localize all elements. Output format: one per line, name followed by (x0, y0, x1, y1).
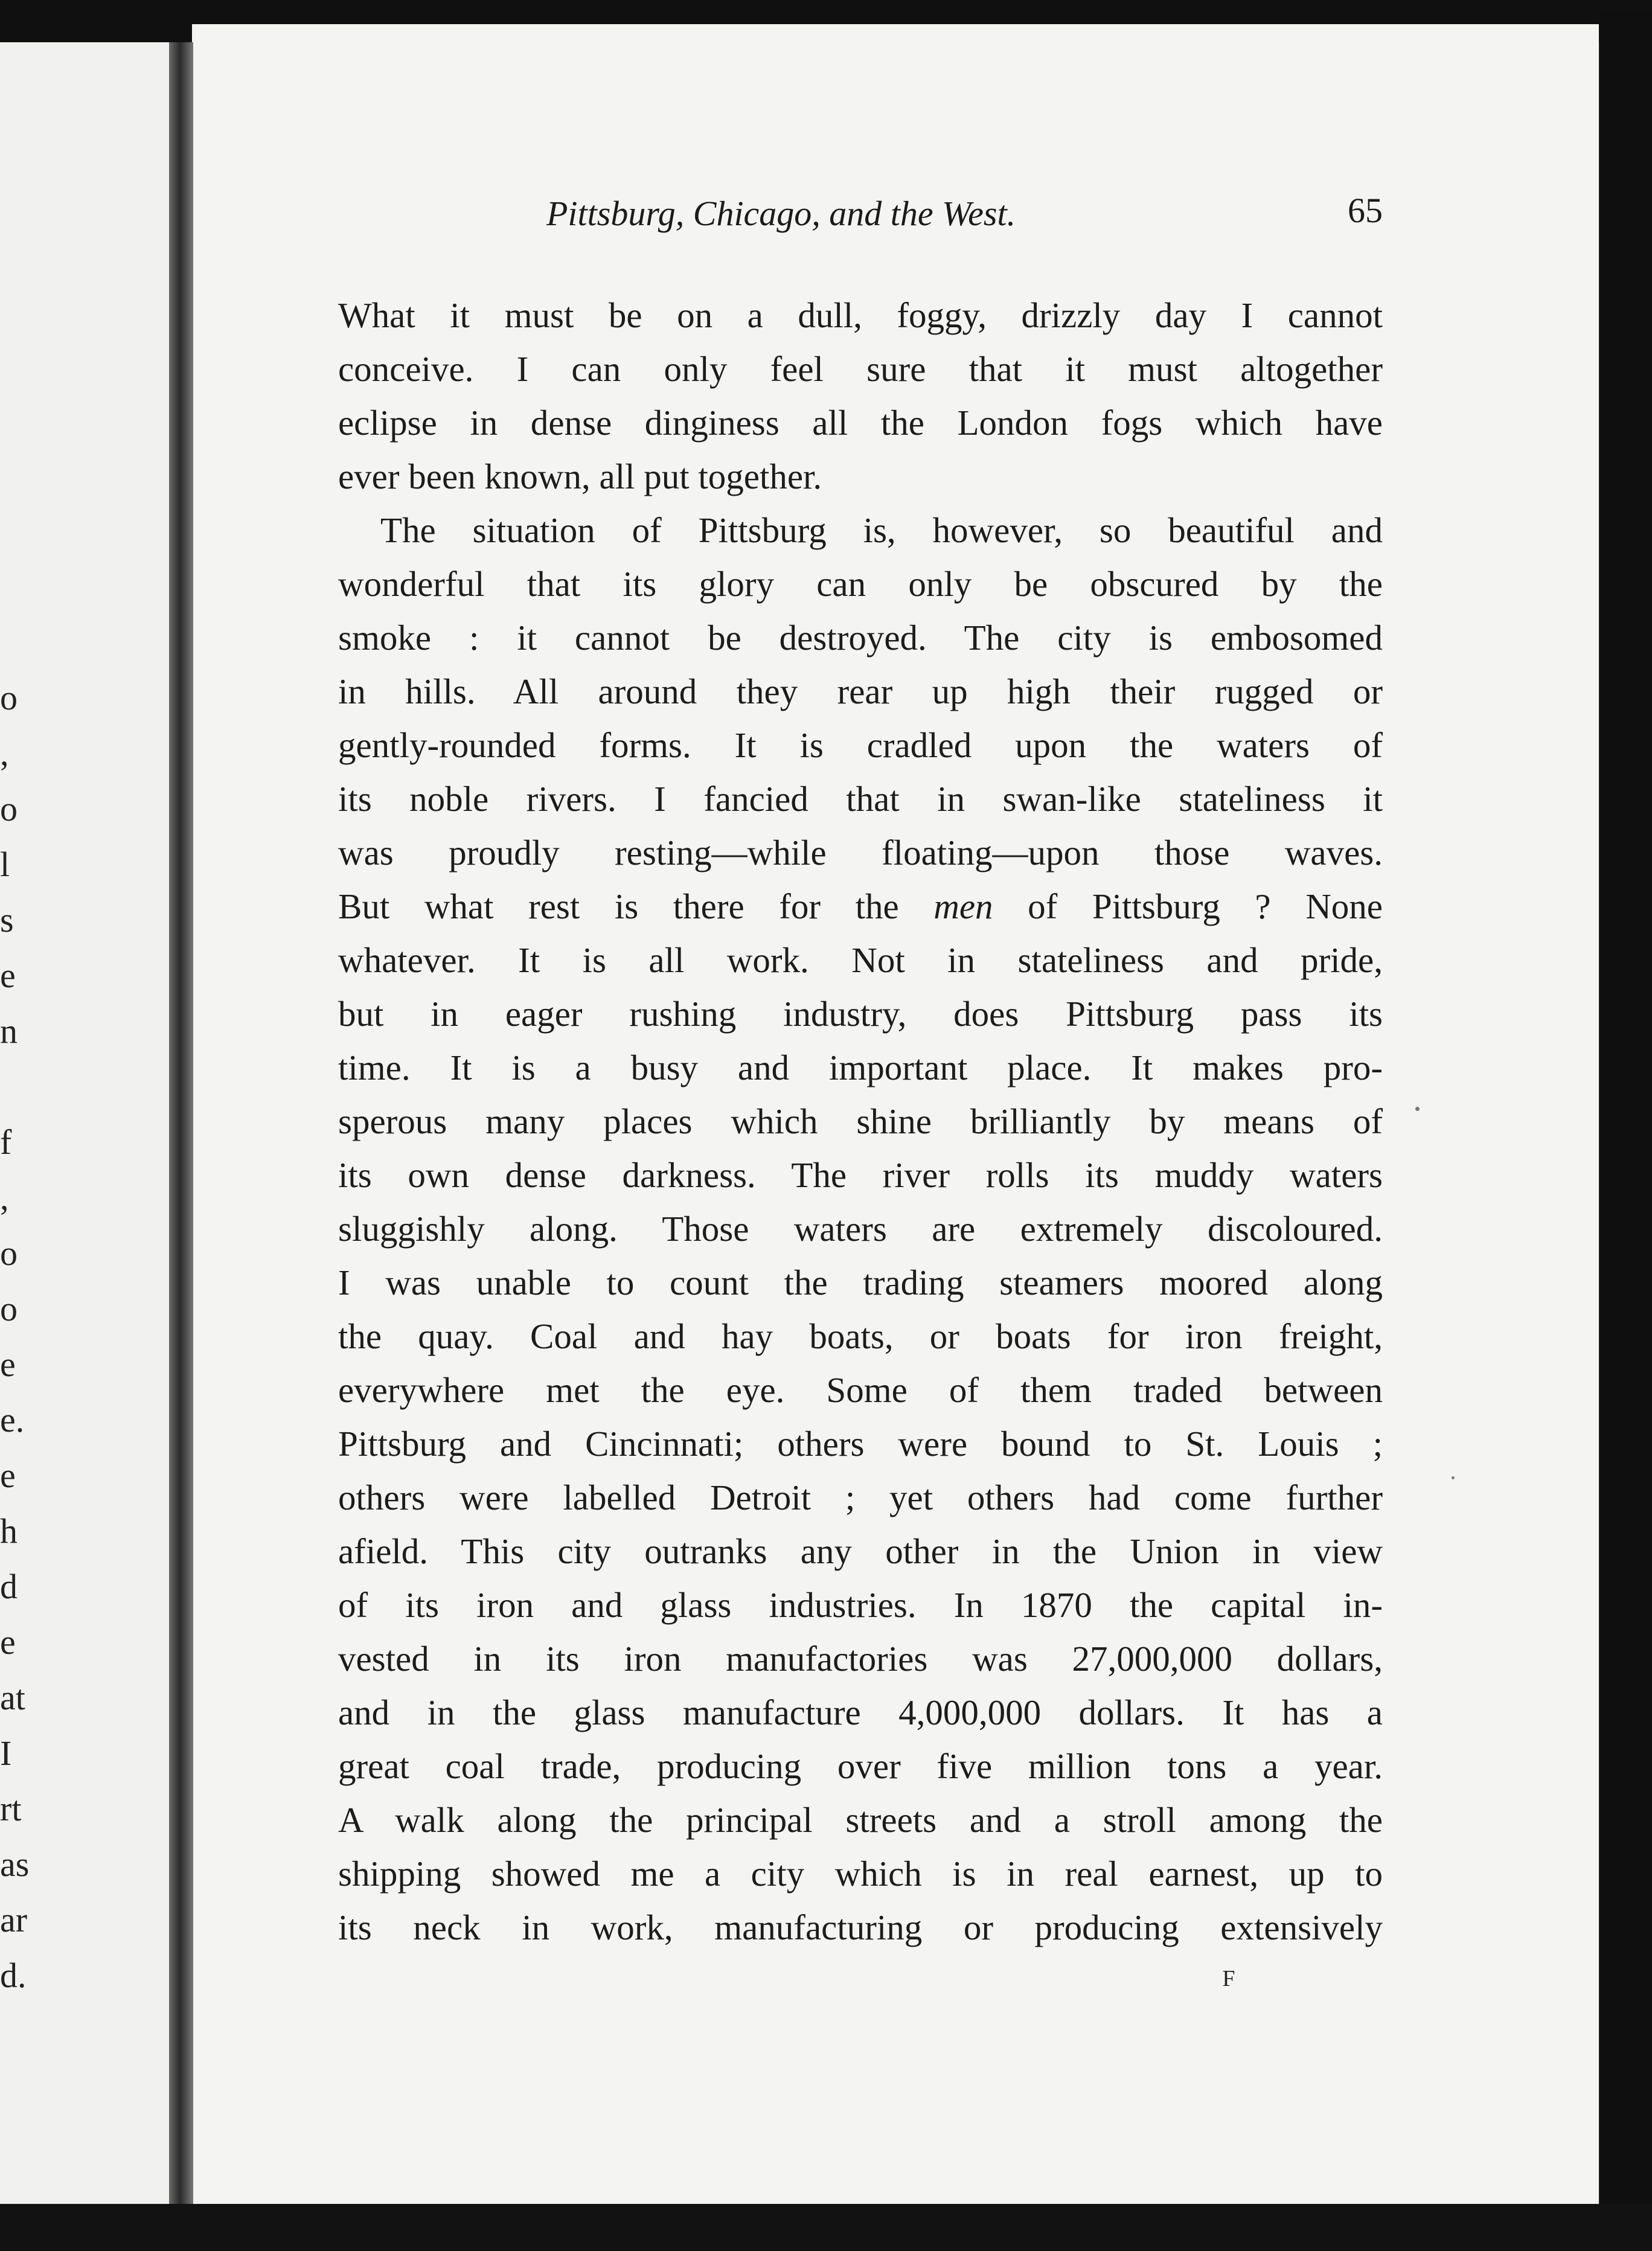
text-line: The situation of Pittsburg is, however, so beautiful and (380, 510, 1383, 550)
facing-page-fragment: e (0, 1622, 16, 1662)
facing-page-fragment: h (0, 1511, 18, 1551)
facing-page-fragment: d (0, 1567, 18, 1606)
emphasis: men (933, 886, 993, 926)
text-line: the quay. Coal and hay boats, or boats for iron freight, (338, 1316, 1383, 1356)
text-line: of its iron and glass industries. In 1870 the capital in- (338, 1585, 1383, 1625)
facing-page-fragment: o (0, 1289, 18, 1328)
facing-page-fragment: rt (0, 1789, 22, 1828)
text-line: Pittsburg and Cincinnati; others were bound to St. Louis ; (338, 1424, 1383, 1464)
signature-mark: F (1222, 1966, 1235, 1991)
facing-page-fragment: d. (0, 1956, 27, 1995)
facing-page-fragment: f (0, 1122, 12, 1162)
text-line: I was unable to count the trading steamers moored along (338, 1263, 1383, 1302)
facing-page-fragment: o (0, 678, 18, 717)
text-line: eclipse in dense dinginess all the London fogs which have (338, 403, 1383, 443)
facing-page-fragment: at (0, 1678, 25, 1717)
facing-page-fragment: e (0, 1345, 16, 1384)
facing-page-fragment: l (0, 845, 10, 884)
text-line: afield. This city outranks any other in the Union in view (338, 1531, 1383, 1571)
text-line: great coal trade, producing over five million tons a year. (338, 1746, 1383, 1786)
text-line: ever been known, all put together. (338, 456, 822, 496)
text-line: was proudly resting—while floating—upon those waves. (338, 833, 1383, 873)
scan-speck (1415, 1107, 1420, 1111)
text-line: its noble rivers. I fancied that in swan-like stateliness it (338, 779, 1383, 819)
text-line: time. It is a busy and important place. It makes pro- (338, 1048, 1383, 1087)
facing-page-text-fragments (0, 670, 36, 2003)
text-line: A walk along the principal streets and a stroll among the (338, 1800, 1383, 1840)
page-number: 65 (1348, 191, 1383, 230)
facing-page-fragment: I (0, 1734, 12, 1773)
text-line: and in the glass manufacture 4,000,000 dollars. It has a (338, 1692, 1383, 1732)
text-line: wonderful that its glory can only be obscured by the (338, 564, 1383, 604)
facing-page-fragment: e. (0, 1400, 25, 1439)
scan-speck (1452, 1476, 1455, 1479)
facing-page-fragment (0, 1059, 36, 1115)
facing-page-fragment: s (0, 900, 14, 940)
running-head: Pittsburg, Chicago, and the West. (546, 194, 1016, 233)
facing-page-fragment: e (0, 956, 16, 995)
facing-page-fragment: ar (0, 1900, 28, 1939)
text-line: in hills. All around they rear up high their rugged or (338, 671, 1383, 711)
text-line: everywhere met the eye. Some of them traded between (338, 1370, 1383, 1410)
facing-page-fragment: n (0, 1011, 18, 1051)
text-line: sluggishly along. Those waters are extremely discoloured. (338, 1209, 1383, 1249)
text-line: conceive. I can only feel sure that it must altogether (338, 349, 1383, 389)
text-line: its neck in work, manufacturing or producing extensively (338, 1907, 1383, 1947)
text-line: vested in its iron manufactories was 27,000,000 dollars, (338, 1639, 1383, 1679)
text-line: But what rest is there for the men of Pittsburg ? None (338, 886, 1383, 926)
text-line: shipping showed me a city which is in real earnest, up to (338, 1854, 1383, 1894)
facing-page-fragment: , (0, 734, 9, 773)
text-line: but in eager rushing industry, does Pittsburg pass its (338, 994, 1383, 1034)
scan-bottom-border (0, 2204, 1652, 2251)
facing-page-fragment: as (0, 1845, 30, 1884)
text-line: whatever. It is all work. Not in stateliness and pride, (338, 940, 1383, 980)
book-gutter (169, 42, 193, 2204)
facing-page-fragment: e (0, 1456, 16, 1495)
body-text (338, 289, 1383, 1955)
text-line: smoke : it cannot be destroyed. The city is embosomed (338, 618, 1383, 658)
text-line: its own dense darkness. The river rolls its muddy waters (338, 1155, 1383, 1195)
text-line: gently-rounded forms. It is cradled upon the waters of (338, 725, 1383, 765)
facing-page-edge (0, 42, 181, 2204)
facing-page-fragment: o (0, 789, 18, 828)
text-line: others were labelled Detroit ; yet others had come further (338, 1478, 1383, 1517)
facing-page-fragment: , (0, 1178, 9, 1217)
text-line: sperous many places which shine brilliantly by means of (338, 1101, 1383, 1141)
text-line: What it must be on a dull, foggy, drizzly day I cannot (338, 295, 1383, 335)
facing-page-fragment: o (0, 1234, 18, 1273)
scan-right-border (1600, 12, 1652, 2210)
